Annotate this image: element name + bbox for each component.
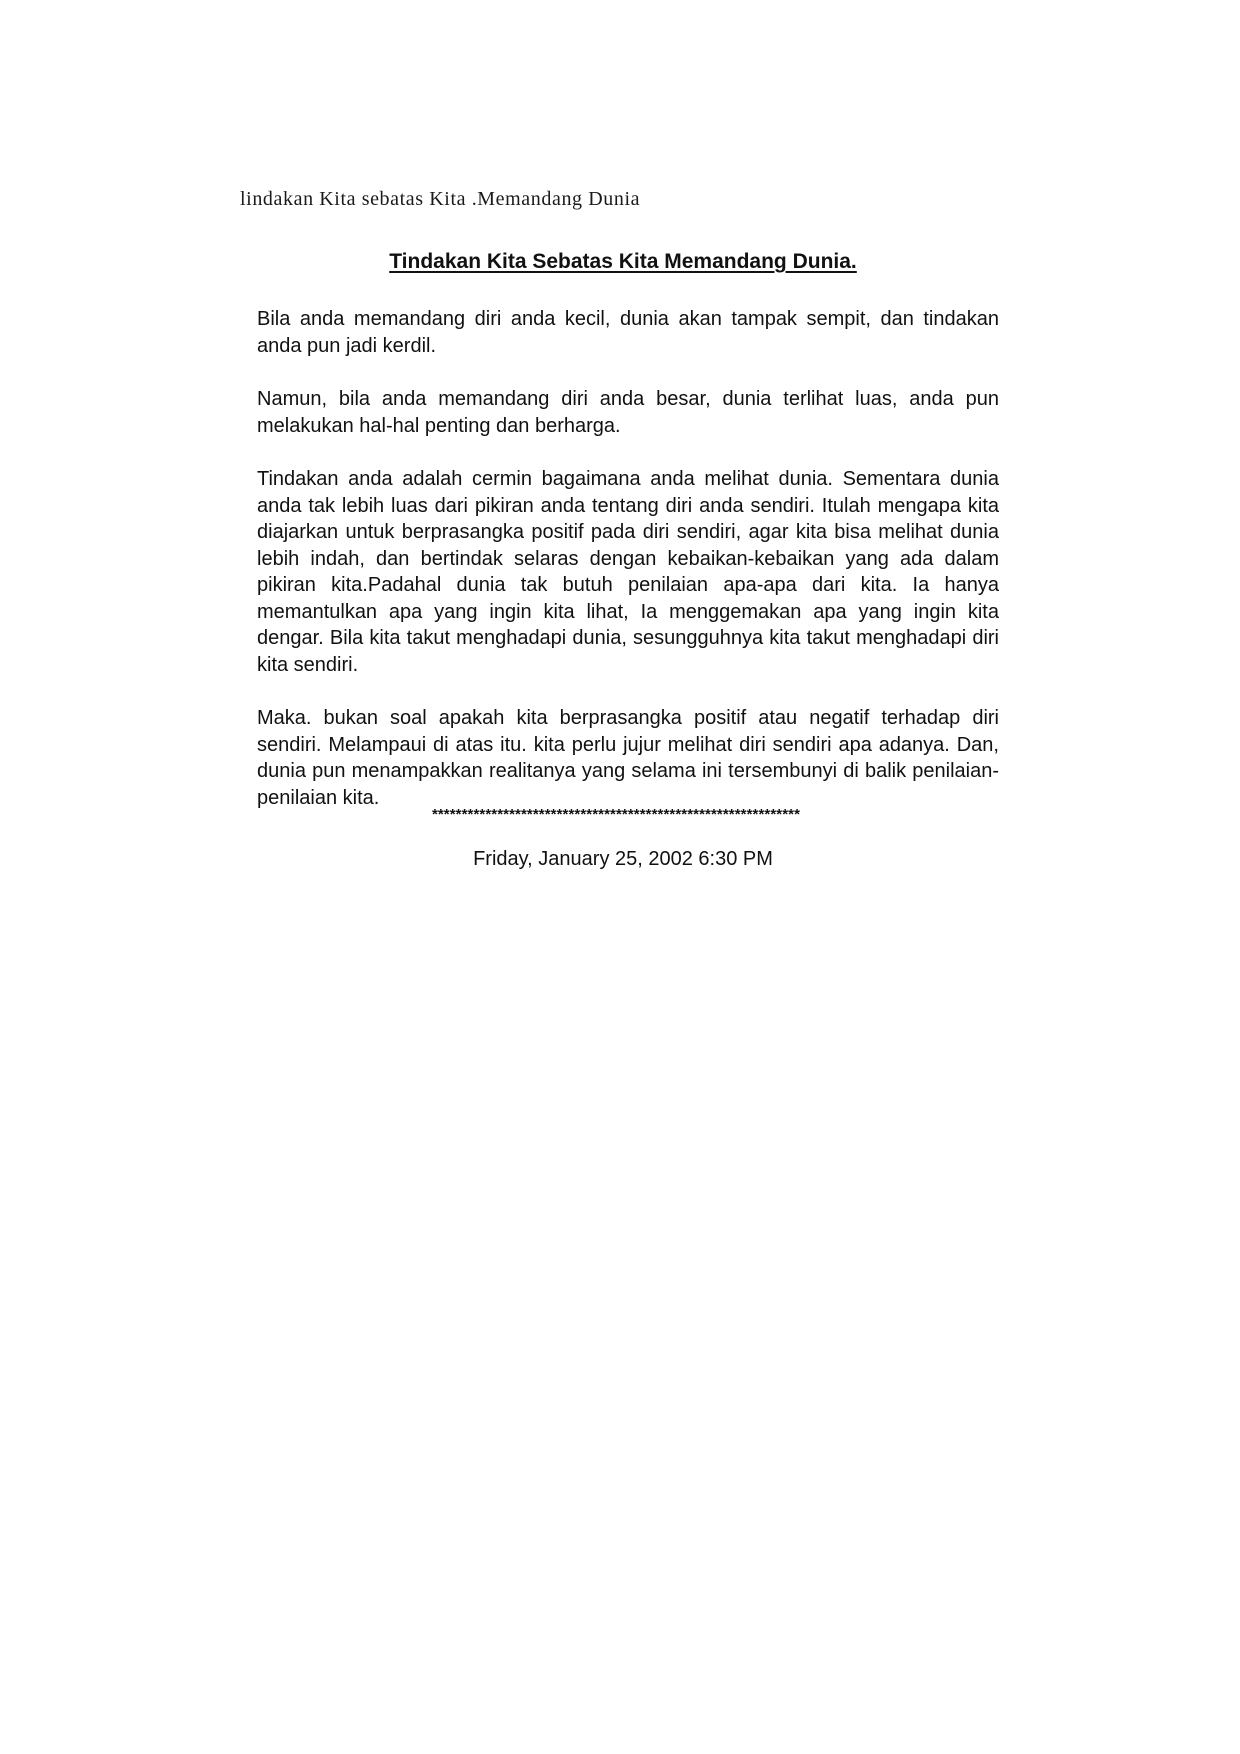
paragraph-3: Tindakan anda adalah cermin bagaimana anda melihat dunia. Sementara dunia anda tak lebih luas dari pikiran anda tentang diri anda sendiri. Itulah mengapa kita diajarkan untuk berprasangka positif pada diri sendiri, agar kita bisa melihat dunia lebih indah, dan bertindak selaras dengan kebaikan-kebaikan yang ada dalam pikiran kita.Padahal dunia tak butuh penilaian apa-apa dari kita. Ia hanya memantulkan apa yang ingin kita lihat, Ia menggemakan apa yang ingin kita dengar. Bila kita takut menghadapi dunia, sesungguhnya kita takut menghadapi diri kita sendiri.	[257, 468, 999, 676]
paragraph-4: Maka. bukan soal apakah kita berprasangka positif atau negatif terhadap diri sendiri. Melampaui di atas itu. kita perlu jujur melihat diri sendiri apa adanya. Dan, dunia pun menampakkan realitanya yang selama ini tersembunyi di balik penilaian-penilaian kita.	[257, 707, 999, 809]
running-header: lindakan Kita sebatas Kita .Memandang Dunia	[240, 188, 641, 210]
asterisk-separator: **************************************************************	[431, 806, 801, 823]
paragraph-2: Namun, bila anda memandang diri anda besar, dunia terlihat luas, anda pun melakukan hal-hal penting dan berharga.	[257, 388, 999, 437]
document-title: Tindakan Kita Sebatas Kita Memandang Dunia.	[389, 250, 857, 273]
paragraph-1: Bila anda memandang diri anda kecil, dunia akan tampak sempit, dan tindakan anda pun jadi kerdil.	[257, 308, 999, 357]
document-body	[257, 306, 999, 811]
date-line: Friday, January 25, 2002 6:30 PM	[473, 848, 773, 870]
